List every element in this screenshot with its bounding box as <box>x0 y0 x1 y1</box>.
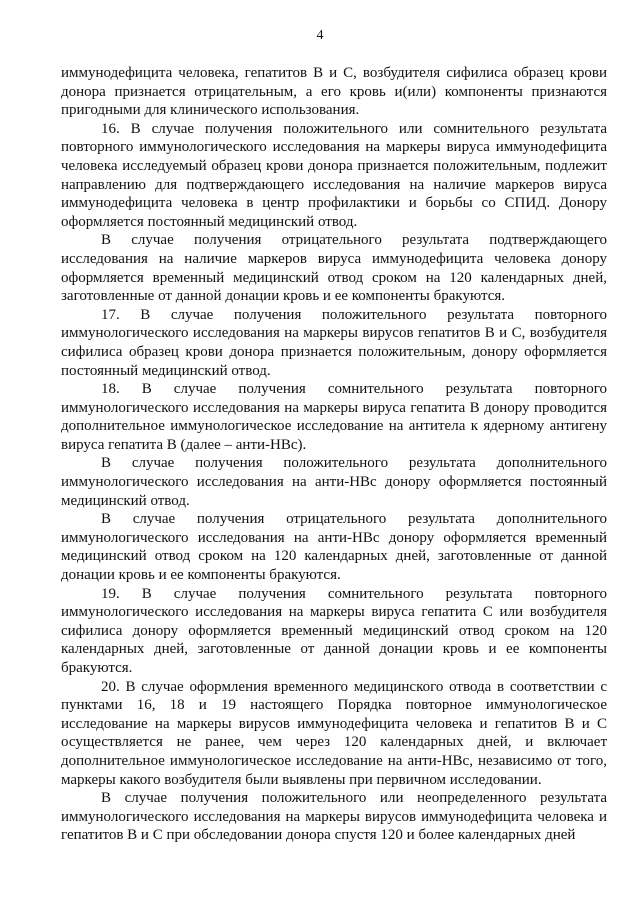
paragraph-item-20: 20. В случае оформления временного медицинского отвода в соответствии с пунктами 16, 18 и 19 настоящего Порядка повторное иммунологическое исследование на маркеры вирусов иммунодефицита человека и гепатитов В и С осуществляется не ранее, чем через 120 календарных дней, и включает дополнительное иммунологическое исследование на анти-НВс, независимо от того, маркеры какого возбудителя были выявлены при первичном исследовании. <box>61 678 607 788</box>
paragraph-item-18-positive: В случае получения положительного результата дополнительного иммунологического исследования на анти-НВс донору оформляется постоянный медицинский отвод. <box>61 455 607 509</box>
paragraph-item-18-negative: В случае получения отрицательного результата дополнительного иммунологического исследования на анти-НВс донору оформляется временный медицинский отвод сроком на 120 календарных дней, заготовленные от данной донации кровь и ее компоненты бракуются. <box>61 511 607 584</box>
paragraph-item-20-followup: В случае получения положительного или неопределенного результата иммунологического исследования на маркеры вирусов иммунодефицита человека и гепатитов В и С при обследовании донора спустя 120 и более календарных дней <box>61 790 607 844</box>
paragraph-item-16: 16. В случае получения положительного или сомнительного результата повторного иммунологического исследования на маркеры вируса иммунодефицита человека исследуемый образец крови донора признается положительным, подлежит направлению для подтверждающего исследования на наличие маркеров вируса иммунодефицита человека в центр профилактики и борьбы со СПИД. Донору оформляется постоянный медицинский отвод. <box>61 120 607 230</box>
page-number: 4 <box>316 28 324 43</box>
paragraph-continuation: иммунодефицита человека, гепатитов В и С, возбудителя сифилиса образец крови донора признается отрицательным, а его кровь и(или) компоненты признаются пригодными для клинического использования. <box>61 65 607 119</box>
body-text <box>61 64 607 845</box>
paragraph-item-18: 18. В случае получения сомнительного результата повторного иммунологического исследования на маркеры вируса гепатита В донору проводится дополнительное иммунологическое исследование на антитела к ядерному антигену вируса гепатита В (далее – анти-НВс). <box>61 381 607 453</box>
paragraph-item-19: 19. В случае получения сомнительного результата повторного иммунологического исследования на маркеры вируса гепатита С или возбудителя сифилиса донору оформляется временный медицинский отвод сроком на 120 календарных дней, заготовленные от данной донации кровь и ее компоненты бракуются. <box>61 585 607 676</box>
paragraph-item-16-negative: В случае получения отрицательного результата подтверждающего исследования на наличие маркеров вируса иммунодефицита человека донору оформляется временный медицинский отвод сроком на 120 календарных дней, заготовленные от данной донации кровь и ее компоненты бракуются. <box>61 232 607 305</box>
paragraph-item-17: 17. В случае получения положительного результата повторного иммунологического исследования на маркеры вирусов гепатитов В и С, возбудителя сифилиса образец крови донора признается положительным, донору оформляется постоянный медицинский отвод. <box>61 306 607 379</box>
